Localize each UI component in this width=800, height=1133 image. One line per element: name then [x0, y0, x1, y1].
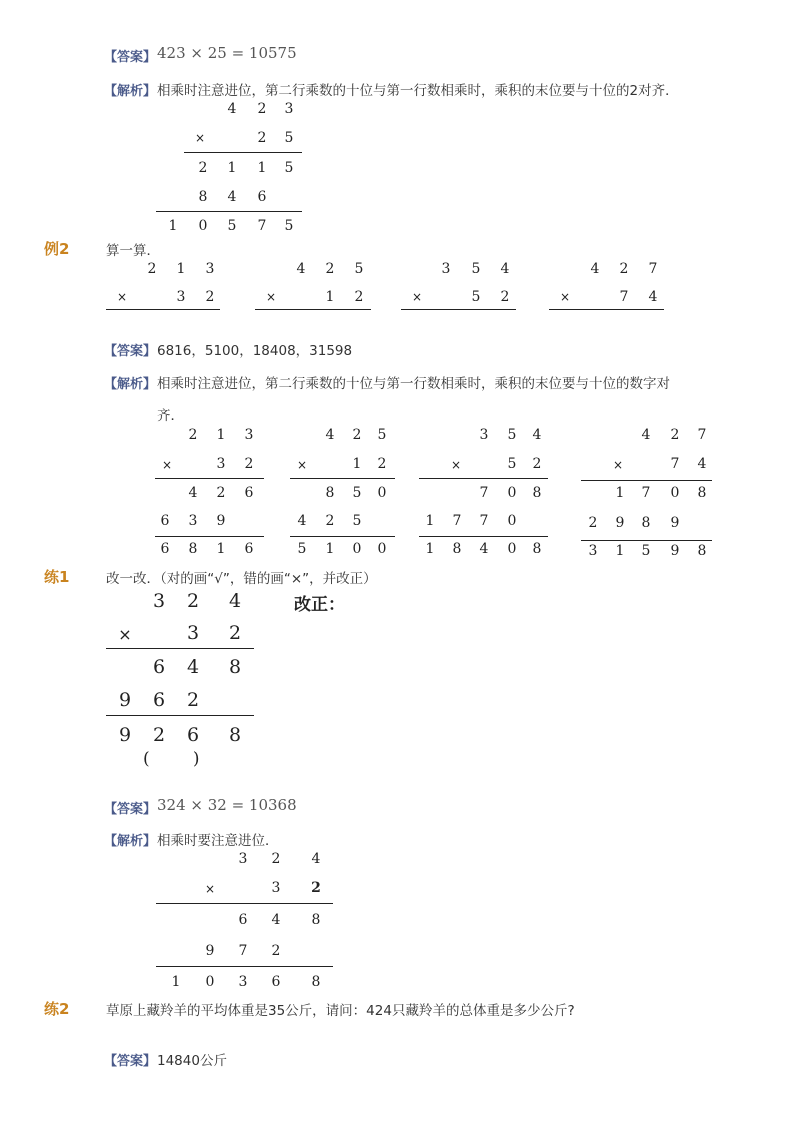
digit: 9: [216, 513, 226, 529]
digit: 5: [297, 541, 307, 557]
times-sign: ×: [204, 882, 216, 896]
rule-line: [581, 480, 712, 481]
example-label: 例2: [44, 240, 70, 258]
digit: 5: [507, 456, 517, 472]
digit: 8: [452, 541, 462, 557]
rule-line: [419, 536, 548, 537]
rule-line: [155, 536, 264, 537]
digit: 0: [377, 541, 387, 557]
digit: 7: [697, 427, 707, 443]
digit: 2: [588, 515, 598, 531]
digit: 2: [257, 130, 267, 146]
digit: 8: [532, 541, 542, 557]
digit: 4: [311, 851, 321, 867]
digit: 2: [311, 880, 321, 896]
digit: 9: [670, 543, 680, 559]
times-sign: ×: [265, 290, 277, 304]
digit: 6: [186, 724, 200, 746]
rule-line: [549, 309, 664, 310]
digit: 0: [205, 974, 215, 990]
analysis-text-line2: 齐．: [157, 408, 184, 424]
digit: 2: [352, 427, 362, 443]
digit: 3: [271, 880, 281, 896]
digit: 9: [205, 943, 215, 959]
digit: 3: [205, 261, 215, 277]
digit: 2: [271, 851, 281, 867]
digit: 1: [171, 974, 181, 990]
digit: 6: [238, 912, 248, 928]
digit: 1: [257, 160, 267, 176]
digit: 1: [168, 218, 178, 234]
digit: 2: [186, 590, 200, 612]
digit: 1: [216, 541, 226, 557]
digit: 4: [641, 427, 651, 443]
digit: 4: [227, 189, 237, 205]
digit: 2: [354, 289, 364, 305]
digit: 4: [228, 590, 242, 612]
digit: 8: [311, 974, 321, 990]
digit: 4: [186, 656, 200, 678]
digit: 2: [244, 456, 254, 472]
times-sign: ×: [118, 625, 132, 644]
digit: 3: [479, 427, 489, 443]
digit: 7: [619, 289, 629, 305]
analysis-tag: 【解析】: [104, 377, 157, 392]
digit: 2: [205, 289, 215, 305]
judgement-parens[interactable]: ( ): [143, 749, 200, 769]
analysis-text-line1: 相乘时注意进位，第二行乘数的十位与第一行数相乘时，乘积的末位要与十位的数字对: [157, 376, 670, 392]
digit: 7: [648, 261, 658, 277]
times-sign: ×: [161, 458, 173, 472]
digit: 8: [641, 515, 651, 531]
digit: 1: [176, 261, 186, 277]
rule-line: [156, 903, 333, 904]
answer-formula: 324 × 32 = 10368: [157, 796, 297, 814]
digit: 1: [352, 456, 362, 472]
digit: 0: [377, 485, 387, 501]
digit: 0: [507, 485, 517, 501]
digit: 2: [325, 261, 335, 277]
digit: 8: [532, 485, 542, 501]
answer-tag: 【答案】: [104, 1054, 157, 1069]
answer-tag: 【答案】: [104, 344, 157, 359]
digit: 7: [257, 218, 267, 234]
analysis-tag: 【解析】: [104, 834, 157, 849]
digit: 1: [227, 160, 237, 176]
digit: 7: [641, 485, 651, 501]
digit: 1: [615, 485, 625, 501]
rule-line: [155, 478, 264, 479]
digit: 6: [271, 974, 281, 990]
answer-formula: 423 × 25 = 10575: [157, 44, 297, 62]
digit: 4: [325, 427, 335, 443]
digit: 4: [297, 513, 307, 529]
digit: 5: [641, 543, 651, 559]
rule-line: [290, 536, 395, 537]
digit: 1: [425, 513, 435, 529]
digit: 5: [507, 427, 517, 443]
digit: 8: [325, 485, 335, 501]
digit: 0: [507, 541, 517, 557]
digit: 2: [152, 724, 166, 746]
times-sign: ×: [411, 290, 423, 304]
digit: 4: [227, 101, 237, 117]
digit: 6: [152, 656, 166, 678]
digit: 4: [479, 541, 489, 557]
digit: 8: [697, 485, 707, 501]
digit: 2: [186, 689, 200, 711]
digit: 2: [619, 261, 629, 277]
digit: 8: [697, 543, 707, 559]
digit: 5: [471, 289, 481, 305]
digit: 8: [228, 656, 242, 678]
analysis-text: 相乘时要注意进位．: [157, 833, 279, 849]
digit: 4: [590, 261, 600, 277]
digit: 2: [228, 622, 242, 644]
digit: 2: [670, 427, 680, 443]
digit: 1: [325, 289, 335, 305]
digit: 7: [479, 485, 489, 501]
digit: 6: [152, 689, 166, 711]
digit: 4: [500, 261, 510, 277]
digit: 7: [479, 513, 489, 529]
digit: 7: [670, 456, 680, 472]
digit: 6: [160, 541, 170, 557]
rule-line: [401, 309, 516, 310]
digit: 8: [198, 189, 208, 205]
digit: 2: [216, 485, 226, 501]
digit: 1: [615, 543, 625, 559]
digit: 5: [354, 261, 364, 277]
digit: 4: [296, 261, 306, 277]
practice-prompt: 草原上藏羚羊的平均体重是35公斤，请问：424只藏羚羊的总体重是多少公斤?: [106, 1003, 575, 1019]
example-prompt: 算一算．: [106, 243, 160, 259]
digit: 9: [670, 515, 680, 531]
digit: 3: [152, 590, 166, 612]
digit: 1: [425, 541, 435, 557]
digit: 5: [227, 218, 237, 234]
rule-line: [156, 211, 302, 212]
rule-line: [290, 478, 395, 479]
digit: 8: [188, 541, 198, 557]
rule-line: [184, 152, 302, 153]
digit: 2: [198, 160, 208, 176]
answer-tag: 【答案】: [104, 50, 157, 65]
practice-prompt: 改一改．（对的画“√”，错的画“×”，并改正）: [106, 571, 377, 587]
digit: 7: [452, 513, 462, 529]
digit: 2: [500, 289, 510, 305]
digit: 7: [238, 943, 248, 959]
digit: 1: [216, 427, 226, 443]
rule-line: [106, 648, 254, 649]
digit: 9: [615, 515, 625, 531]
digit: 4: [271, 912, 281, 928]
digit: 6: [257, 189, 267, 205]
digit: 3: [188, 513, 198, 529]
digit: 8: [311, 912, 321, 928]
digit: 1: [325, 541, 335, 557]
digit: 3: [284, 101, 294, 117]
digit: 3: [441, 261, 451, 277]
digit: 2: [377, 456, 387, 472]
digit: 4: [188, 485, 198, 501]
answer-text: 14840公斤: [157, 1053, 227, 1069]
rule-line: [581, 540, 712, 541]
digit: 0: [507, 513, 517, 529]
times-sign: ×: [559, 290, 571, 304]
practice-label: 练2: [44, 1000, 70, 1018]
digit: 0: [198, 218, 208, 234]
digit: 3: [216, 456, 226, 472]
digit: 9: [118, 689, 132, 711]
digit: 0: [670, 485, 680, 501]
digit: 5: [352, 513, 362, 529]
rule-line: [419, 478, 548, 479]
digit: 8: [228, 724, 242, 746]
digit: 2: [271, 943, 281, 959]
digit: 9: [118, 724, 132, 746]
digit: 3: [186, 622, 200, 644]
rule-line: [156, 966, 333, 967]
digit: 3: [238, 974, 248, 990]
digit: 3: [244, 427, 254, 443]
digit: 5: [471, 261, 481, 277]
digit: 5: [284, 130, 294, 146]
digit: 2: [147, 261, 157, 277]
digit: 3: [588, 543, 598, 559]
answer-tag: 【答案】: [104, 802, 157, 817]
digit: 5: [377, 427, 387, 443]
digit: 0: [352, 541, 362, 557]
digit: 4: [648, 289, 658, 305]
digit: 5: [352, 485, 362, 501]
answer-text: 6816，5100，18408，31598: [157, 343, 353, 359]
digit: 6: [160, 513, 170, 529]
times-sign: ×: [116, 290, 128, 304]
digit: 6: [244, 485, 254, 501]
analysis-text: 相乘时注意进位，第二行乘数的十位与第一行数相乘时，乘积的末位要与十位的2对齐．: [157, 83, 679, 99]
correction-label: 改正：: [294, 595, 345, 615]
times-sign: ×: [194, 131, 206, 145]
rule-line: [106, 715, 254, 716]
digit: 5: [284, 218, 294, 234]
times-sign: ×: [450, 458, 462, 472]
digit: 4: [697, 456, 707, 472]
digit: 2: [188, 427, 198, 443]
analysis-tag: 【解析】: [104, 84, 157, 99]
digit: 4: [532, 427, 542, 443]
digit: 2: [257, 101, 267, 117]
rule-line: [106, 309, 220, 310]
times-sign: ×: [296, 458, 308, 472]
digit: 2: [325, 513, 335, 529]
digit: 2: [532, 456, 542, 472]
rule-line: [255, 309, 371, 310]
practice-label: 练1: [44, 568, 70, 586]
digit: 3: [238, 851, 248, 867]
digit: 6: [244, 541, 254, 557]
times-sign: ×: [612, 458, 624, 472]
digit: 5: [284, 160, 294, 176]
digit: 3: [176, 289, 186, 305]
